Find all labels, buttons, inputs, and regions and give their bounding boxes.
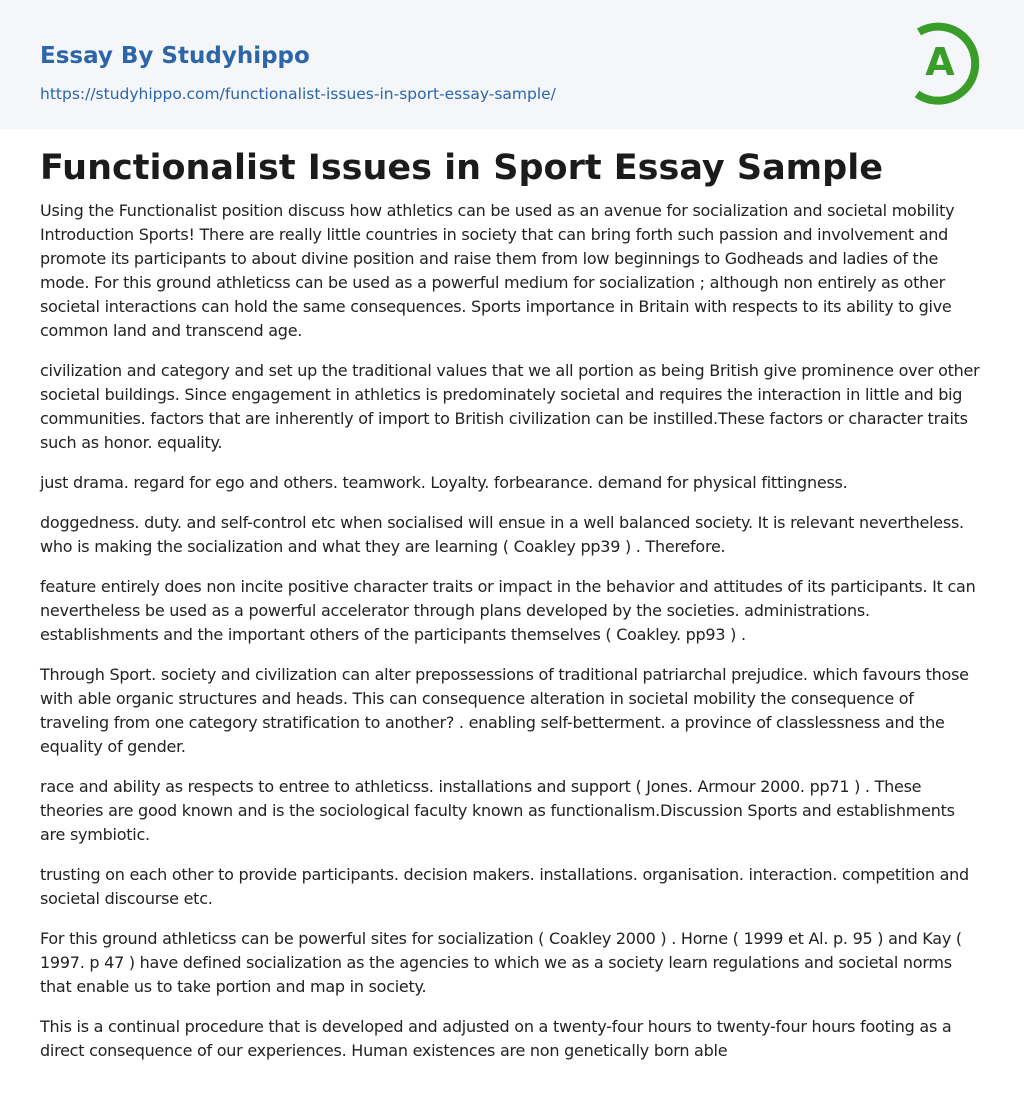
essay-paragraph: Through Sport. society and civilization can alter prepossessions of traditional patriarchal prejudice. which favours those with able organic structures and heads. This can consequence alteration in societal mobility the consequence of traveling from one category stratification to another? . enabling self-betterment. a province of classlessness and the equality of gender.: [40, 665, 969, 756]
essay-paragraph: race and ability as respects to entree to athleticss. installations and support ( Jones. Armour 2000. pp71 ) . These theories are good known and is the sociological faculty known as functionalism.Discussion Sports and establishments are symbiotic.: [40, 777, 955, 844]
essay-paragraph: trusting on each other to provide participants. decision makers. installations. organisation. interaction. competition and societal discourse etc.: [40, 865, 969, 908]
logo-letter: A: [925, 40, 955, 84]
essay-paragraph: feature entirely does non incite positive character traits or impact in the behavior and attitudes of its participants. It can nevertheless be used as a powerful accelerator through plans developed by the societies. administrations. establishments and the important others of the participants themselves ( Coakley. pp93 ) .: [40, 577, 976, 644]
essay-paragraph: Using the Functionalist position discuss how athletics can be used as an avenue for socialization and societal mobility Introduction Sports! There are really little countries in society that can bring forth such passion and involvement and promote its participants to about divine position and raise them from low beginnings to Godheads and ladies of the mode. For this ground athleticss can be used as a powerful medium for socialization ; although non entirely as other societal interactions can hold the same consequences. Sports importance in Britain with respects to its ability to give common land and transcend age.: [40, 201, 955, 340]
page-title: Functionalist Issues in Sport Essay Sample: [40, 148, 883, 188]
source-url-link[interactable]: https://studyhippo.com/functionalist-issues-in-sport-essay-sample/: [40, 85, 556, 103]
studyhippo-logo-icon[interactable]: [907, 18, 991, 106]
essay-paragraph: This is a continual procedure that is developed and adjusted on a twenty-four hours to twenty-four hours footing as a direct consequence of our experiences. Human existences are non genetically born able: [40, 1017, 952, 1060]
essay-paragraph: just drama. regard for ego and others. teamwork. Loyalty. forbearance. demand for physical fittingness.: [40, 473, 848, 492]
brand-title[interactable]: Essay By Studyhippo: [40, 43, 310, 69]
essay-paragraph: doggedness. duty. and self-control etc when socialised will ensue in a well balanced society. It is relevant nevertheless. who is making the socialization and what they are learning ( Coakley pp39 ) . Therefore.: [40, 513, 964, 556]
essay-paragraph: civilization and category and set up the traditional values that we all portion as being British give prominence over other societal buildings. Since engagement in athletics is predominately societal and requires the interaction in little and big communities. factors that are inherently of import to British civilization can be instilled.These factors or character traits such as honor. equality.: [40, 361, 980, 452]
essay-content: [0, 129, 1024, 1063]
site-header: [0, 0, 1024, 129]
essay-paragraph: For this ground athleticss can be powerful sites for socialization ( Coakley 2000 ) . Horne ( 1999 et Al. p. 95 ) and Kay ( 1997. p 47 ) have defined socialization as the agencies to which we as a society learn regulations and societal norms that enable us to take portion and map in society.: [40, 929, 962, 996]
